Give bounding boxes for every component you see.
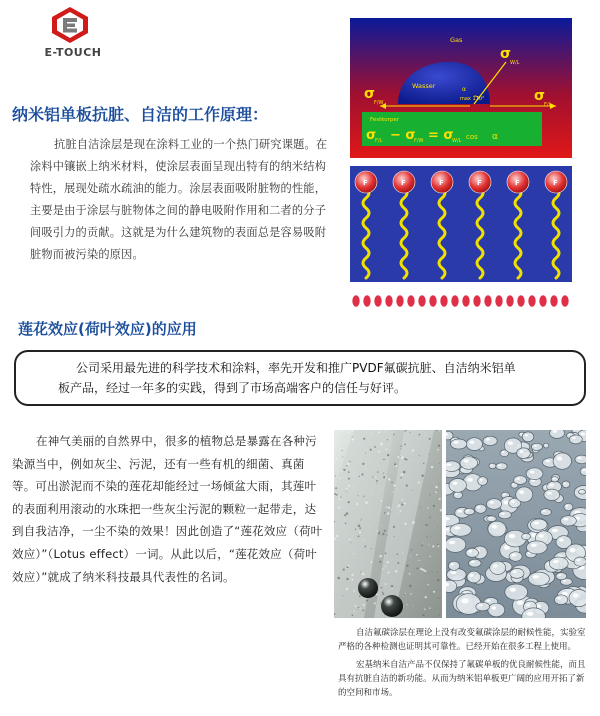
section1-body: 抗脏自洁涂层是现在涂料工业的一个热门研究课题。在涂料中镶嵌上纳米材料，使涂层表面呈现出特有的纳米结构特性，展现处疏水疏油的能力。涂层表面吸附脏物的性能，主要是由于涂层与脏物体之间的静电吸附作用和二者的分子间吸引力的贡献。这就是为什么建筑物的表面总是容易吸附脏物而被污染的原因。 (30, 138, 328, 261)
nano-particle (440, 295, 448, 307)
particle-label: F (477, 179, 482, 187)
formula-cos: cos (466, 133, 478, 141)
particle-label: F (401, 179, 406, 187)
callout-line-1: 公司采用最先进的科学技术和涂料，率先开发和推广PVDF氟碳抗脏、自洁纳米铝单 (76, 361, 516, 375)
nano-particle (352, 295, 360, 307)
nano-particle (407, 295, 415, 307)
nano-particle (561, 295, 569, 307)
section2-body: 在神气美丽的自然界中，很多的植物总是暴露在各种污染源当中，例如灰尘、污泥，还有一些有机的细菌、真菌等。可出淤泥而不染的莲花却能经过一场倾盆大雨，其莲叶的表面利用滚动的水珠把一些灰尘污泥的颗粒一起带走，达到自我洁净，一尘不染的效果！因此创造了“莲花效应（荷叶效应）”（Lotus effect）一词。从此以后，“莲花效应（荷叶效应）”就成了纳米科技最具代表性的名词。 (12, 434, 323, 584)
formula-sub-b: F/W (414, 138, 424, 144)
caption-paragraph-1: 自洁氟碳涂层在理论上没有改变氟碳涂层的耐候性能，实验室严格的各种检测也证明其可靠性。已经开始在很多工程上使用。 (338, 628, 586, 652)
sigma-fl: σ (534, 88, 545, 104)
caption-paragraph-2: 宏基纳米自洁产品不仅保持了氟碳单板的优良耐候性能，而且具有抗脏自洁的新功能。从而为纳米铝单板更广阔的应用开拓了新的空间和市场。 (338, 660, 586, 698)
brand-logo (38, 6, 108, 66)
nano-particle (418, 295, 426, 307)
particle-label: F (439, 179, 444, 187)
nano-particle (429, 295, 437, 307)
section1-title: 纳米铝单板抗脏、自洁的工作原理： (12, 105, 269, 124)
lotus-droplet-photo (334, 430, 442, 618)
nano-particle (528, 295, 536, 307)
nano-particle (473, 295, 481, 307)
sigma-wl: σ (500, 46, 511, 62)
festkorper-label: Festkorper (370, 117, 400, 123)
nano-particle (495, 295, 503, 307)
formula-alpha: α (492, 132, 498, 142)
nano-particle (451, 295, 459, 307)
nano-particle (506, 295, 514, 307)
nano-particle (374, 295, 382, 307)
nano-particle (363, 295, 371, 307)
contact-angle-diagram (350, 18, 572, 158)
sigma-fw: σ (364, 86, 375, 102)
nano-particle (517, 295, 525, 307)
callout-line-2: 板产品，经过一年多的实践，得到了市场高端客户的信任与好评。 (58, 381, 407, 395)
nano-particle (484, 295, 492, 307)
sigma-fl-sub: F/L (544, 102, 552, 108)
nano-particle (462, 295, 470, 307)
section2-title: 莲花效应(荷叶效应)的应用 (18, 320, 197, 338)
particle-label: F (553, 179, 558, 187)
formula-sub-c: W/L (452, 138, 462, 144)
alpha-label: α (462, 86, 466, 93)
gas-label: Gas (450, 36, 463, 44)
formula-sub-a: F/L (375, 138, 383, 144)
alpha-max-label: max 110° (460, 96, 485, 102)
particle-wave-diagram (350, 166, 572, 282)
sigma-wl-sub: W/L (510, 60, 520, 66)
brand-name: E-TOUCH (44, 46, 102, 59)
wasser-label: Wasser (412, 82, 436, 90)
formula-eq: = σ (428, 128, 454, 143)
photo-caption (338, 626, 590, 700)
company-callout (14, 350, 586, 406)
particle-label: F (515, 179, 520, 187)
nano-particle (550, 295, 558, 307)
water-bead-photo (446, 430, 586, 618)
nano-particle (396, 295, 404, 307)
nano-particle (385, 295, 393, 307)
particle-label: F (363, 179, 368, 187)
nano-particle (539, 295, 547, 307)
nano-particle-strip (350, 292, 572, 310)
formula-sigma-a: σ (366, 128, 377, 143)
sigma-fw-sub: F/W (374, 100, 384, 106)
e-touch-logo-icon (50, 6, 90, 44)
formula-minus: − σ (390, 128, 416, 143)
